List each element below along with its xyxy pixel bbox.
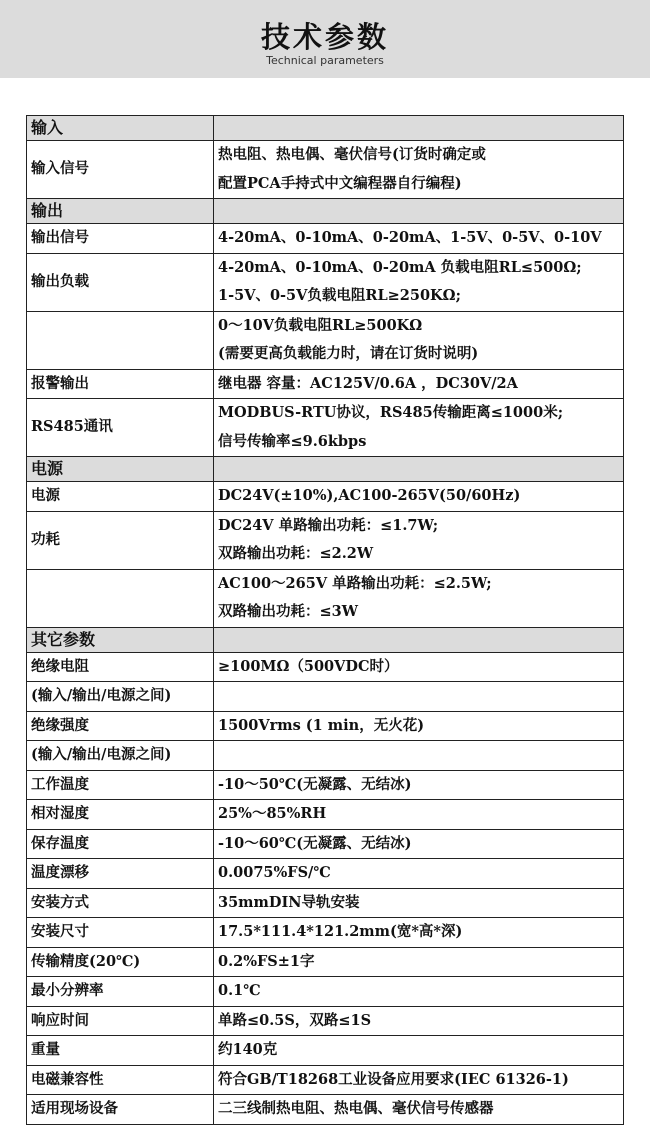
param-value-line: 单路≤0.5S，双路≤1S xyxy=(218,1011,372,1029)
param-value xyxy=(214,859,624,889)
param-value xyxy=(214,652,624,682)
param-value-line: DC24V(±10%),AC100-265V(50/60Hz) xyxy=(218,487,521,504)
param-value xyxy=(214,224,624,254)
param-value xyxy=(214,1065,624,1095)
param-label: 报警输出 xyxy=(27,369,214,399)
param-value xyxy=(214,682,624,712)
param-label: 保存温度 xyxy=(27,829,214,859)
param-value-line: MODBUS-RTU协议，RS485传输距离≤1000米; xyxy=(218,404,564,421)
param-value-line: 25%～85%RH xyxy=(218,805,327,822)
param-value-line: -10～60℃(无凝露、无结冰) xyxy=(218,834,412,852)
param-label: 相对湿度 xyxy=(27,800,214,830)
table-row xyxy=(27,569,624,627)
param-value-line: 0.1℃ xyxy=(218,982,261,999)
param-label: RS485通讯 xyxy=(27,399,214,457)
param-label: 输出信号 xyxy=(27,224,214,254)
param-value xyxy=(214,1036,624,1066)
section-label: 其它参数 xyxy=(27,627,214,652)
spec-table-body xyxy=(27,116,624,1125)
param-label: 功耗 xyxy=(27,511,214,569)
param-value-line xyxy=(218,741,619,770)
param-value xyxy=(214,977,624,1007)
param-value-line: 35mmDIN导轨安装 xyxy=(218,893,360,911)
param-label: 电磁兼容性 xyxy=(27,1065,214,1095)
table-row xyxy=(27,947,624,977)
param-label: 安装方式 xyxy=(27,888,214,918)
table-row xyxy=(27,800,624,830)
param-value-line: 4-20mA、0-10mA、0-20mA、1-5V、0-5V、0-10V xyxy=(218,229,602,246)
param-value xyxy=(214,888,624,918)
table-row xyxy=(27,918,624,948)
param-label: 适用现场设备 xyxy=(27,1095,214,1125)
param-value xyxy=(214,770,624,800)
param-value xyxy=(214,1006,624,1036)
param-label: 输入信号 xyxy=(27,141,214,199)
param-value xyxy=(214,141,624,199)
param-label: 绝缘强度 xyxy=(27,711,214,741)
table-row xyxy=(27,311,624,369)
table-row xyxy=(27,253,624,311)
param-value xyxy=(214,511,624,569)
param-value xyxy=(214,569,624,627)
param-label: 电源 xyxy=(27,482,214,512)
param-value-line: 配置PCA手持式中文编程器自行编程) xyxy=(218,174,462,192)
section-spacer xyxy=(214,199,624,224)
table-row xyxy=(27,1065,624,1095)
param-value-line: AC100～265V 单路输出功耗：≤2.5W; xyxy=(218,574,492,592)
table-row xyxy=(27,859,624,889)
table-row xyxy=(27,511,624,569)
param-value-line xyxy=(218,682,619,711)
param-label: 温度漂移 xyxy=(27,859,214,889)
param-value xyxy=(214,918,624,948)
param-value-line: -10～50℃(无凝露、无结冰) xyxy=(218,775,412,793)
section-row xyxy=(27,199,624,224)
param-value-line: (需要更高负载能力时，请在订货时说明) xyxy=(218,345,479,362)
header-banner xyxy=(0,0,650,78)
param-label: 工作温度 xyxy=(27,770,214,800)
page-subtitle: Technical parameters xyxy=(266,54,384,67)
table-row xyxy=(27,369,624,399)
param-label: 绝缘电阻 xyxy=(27,652,214,682)
section-label: 输入 xyxy=(27,116,214,141)
spec-table xyxy=(26,115,624,1125)
param-value-line: 热电阻、热电偶、毫伏信号(订货时确定或 xyxy=(218,146,486,163)
table-row xyxy=(27,1036,624,1066)
param-label: (输入/输出/电源之间) xyxy=(27,682,214,712)
param-value-line: 0.0075%FS/℃ xyxy=(218,864,331,881)
param-label: 传输精度(20℃) xyxy=(27,947,214,977)
param-label: (输入/输出/电源之间) xyxy=(27,741,214,771)
page-title: 技术参数 xyxy=(260,20,389,54)
param-value-line: 17.5*111.4*121.2mm(宽*高*深) xyxy=(218,923,463,940)
table-row xyxy=(27,224,624,254)
param-value-line: 0～10V负载电阻RL≥500KΩ xyxy=(218,316,423,334)
section-spacer xyxy=(214,457,624,482)
table-row xyxy=(27,977,624,1007)
section-row xyxy=(27,627,624,652)
param-label xyxy=(27,311,214,369)
param-label: 安装尺寸 xyxy=(27,918,214,948)
param-value xyxy=(214,741,624,771)
table-row xyxy=(27,770,624,800)
section-spacer xyxy=(214,116,624,141)
param-value-line: 1-5V、0-5V负载电阻RL≥250KΩ; xyxy=(218,287,461,304)
param-value-line: ≥100MΩ（500VDC时） xyxy=(218,657,399,675)
param-value-line: 符合GB/T18268工业设备应用要求(IEC 61326-1) xyxy=(218,1070,569,1088)
param-label: 输出负载 xyxy=(27,253,214,311)
param-value-line: 双路输出功耗：≤2.2W xyxy=(218,545,374,562)
table-row xyxy=(27,888,624,918)
table-row xyxy=(27,829,624,859)
table-row xyxy=(27,399,624,457)
section-label: 输出 xyxy=(27,199,214,224)
param-value-line: 双路输出功耗：≤3W xyxy=(218,603,359,620)
param-label: 重量 xyxy=(27,1036,214,1066)
table-row xyxy=(27,1006,624,1036)
param-value-line: DC24V 单路输出功耗：≤1.7W; xyxy=(218,516,439,534)
param-value xyxy=(214,947,624,977)
param-value xyxy=(214,482,624,512)
param-value-line: 继电器 容量：AC125V/0.6A ，DC30V/2A xyxy=(218,374,518,392)
table-row xyxy=(27,741,624,771)
table-row xyxy=(27,141,624,199)
param-value xyxy=(214,253,624,311)
param-value-line: 4-20mA、0-10mA、0-20mA 负载电阻RL≤500Ω; xyxy=(218,258,582,276)
param-value xyxy=(214,399,624,457)
table-row xyxy=(27,652,624,682)
param-label: 响应时间 xyxy=(27,1006,214,1036)
table-row xyxy=(27,1095,624,1125)
param-value xyxy=(214,369,624,399)
param-value-line: 0.2%FS±1字 xyxy=(218,952,315,970)
table-row xyxy=(27,711,624,741)
section-row xyxy=(27,457,624,482)
param-value xyxy=(214,711,624,741)
param-value xyxy=(214,829,624,859)
param-value xyxy=(214,800,624,830)
param-value xyxy=(214,1095,624,1125)
table-row xyxy=(27,682,624,712)
param-value-line: 二三线制热电阻、热电偶、毫伏信号传感器 xyxy=(218,1100,494,1117)
section-label: 电源 xyxy=(27,457,214,482)
param-value xyxy=(214,311,624,369)
param-label: 最小分辨率 xyxy=(27,977,214,1007)
param-value-line: 约140克 xyxy=(218,1041,278,1058)
param-value-line: 信号传输率≤9.6kbps xyxy=(218,432,367,450)
section-spacer xyxy=(214,627,624,652)
table-row xyxy=(27,482,624,512)
param-label xyxy=(27,569,214,627)
section-row xyxy=(27,116,624,141)
param-value-line: 1500Vrms (1 min，无火花) xyxy=(218,716,425,734)
